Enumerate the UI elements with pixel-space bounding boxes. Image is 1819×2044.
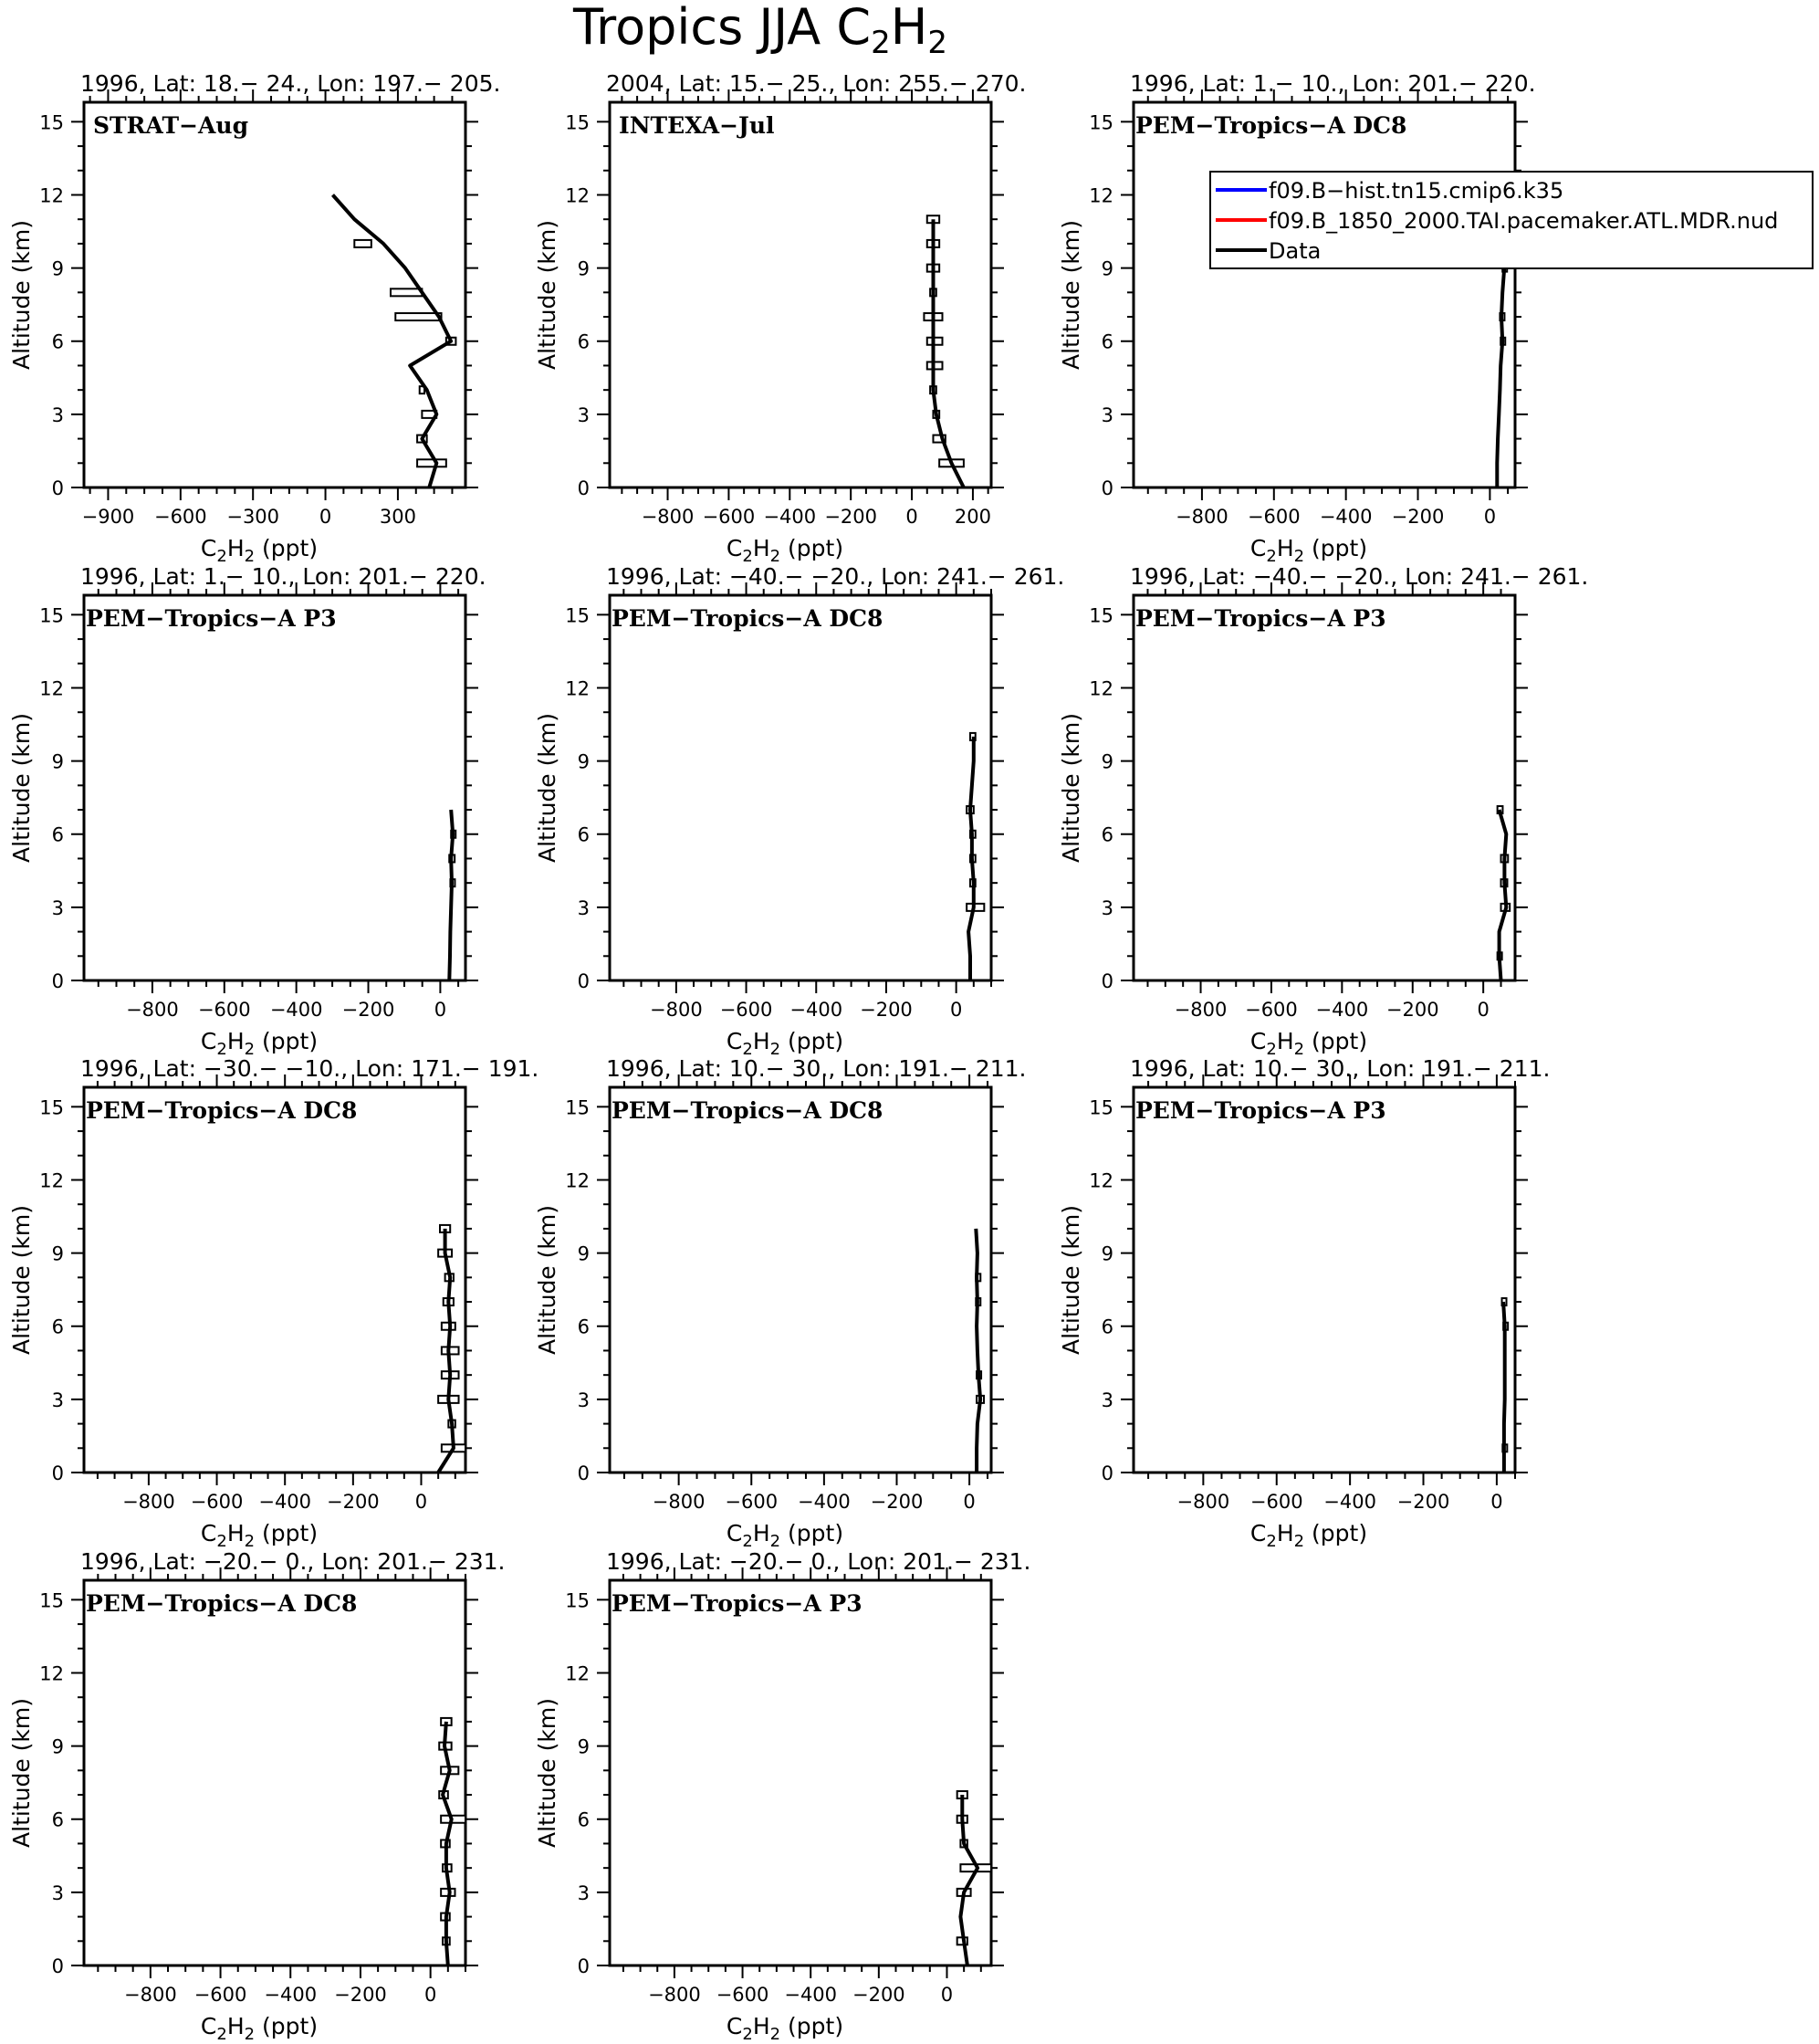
y-tick-label: 0 (1101, 477, 1113, 499)
data-line (976, 1229, 980, 1473)
x-tick-label: −600 (716, 1984, 769, 2006)
y-tick-label: 12 (565, 1169, 590, 1192)
y-tick-label: 6 (51, 1315, 64, 1338)
x-axis-label-part: (ppt) (780, 2013, 844, 2039)
panel-10 (8, 1548, 506, 2044)
y-tick-label: 9 (51, 750, 64, 773)
y-tick-label: 12 (565, 184, 590, 207)
y-tick-label: 0 (577, 1955, 590, 1977)
y-tick-label: 0 (51, 1955, 64, 1977)
y-axis-label: Altitude (km) (534, 1698, 560, 1848)
y-tick-label: 3 (1101, 1389, 1113, 1411)
y-tick-label: 3 (577, 1389, 590, 1411)
panel-3 (1058, 70, 1536, 566)
x-axis-label-part: 2 (1266, 547, 1277, 566)
x-axis-label-part: (ppt) (780, 535, 844, 561)
panel-1 (8, 70, 500, 566)
x-tick-label: −200 (852, 1984, 905, 2006)
y-tick-label: 0 (51, 970, 64, 992)
legend (1210, 172, 1813, 268)
x-axis-label-part: C (1249, 1028, 1267, 1054)
x-tick-label: −400 (784, 1984, 838, 2006)
x-tick-label: −200 (1396, 1491, 1450, 1513)
y-tick-label: 9 (51, 1735, 64, 1758)
plot-frame (84, 595, 465, 980)
panel-header: 1996, Lat: −30.− −10., Lon: 171.− 191. (80, 1055, 539, 1082)
error-box (391, 288, 422, 296)
svg-text:Tropics JJA C2H2 (572, 0, 947, 61)
x-tick-label: −200 (341, 999, 395, 1021)
panel-5 (534, 563, 1064, 1059)
x-axis-label-part: H (1276, 1028, 1294, 1054)
error-box (395, 313, 441, 320)
y-tick-label: 9 (1101, 257, 1113, 280)
panel-8 (534, 1055, 1026, 1551)
y-tick-label: 0 (51, 477, 64, 499)
x-axis-label-part: C (726, 535, 743, 561)
x-tick-label: 0 (963, 1491, 976, 1513)
x-tick-label: −600 (197, 999, 251, 1021)
x-tick-label: −300 (226, 506, 280, 528)
x-tick-label: 300 (379, 506, 416, 528)
y-tick-label: 3 (577, 404, 590, 426)
x-tick-label: 0 (1483, 506, 1497, 528)
campaign-label: PEM−Tropics−A P3 (612, 1590, 862, 1617)
y-axis-label: Altitude (km) (1058, 713, 1084, 863)
y-tick-label: 6 (1101, 330, 1113, 353)
y-tick-label: 15 (39, 1096, 64, 1119)
x-axis-label-part: 2 (1293, 547, 1305, 566)
y-tick-label: 9 (51, 257, 64, 280)
y-tick-label: 12 (39, 1662, 64, 1685)
x-tick-label: −600 (719, 999, 773, 1021)
figure-title-mid: H (890, 0, 928, 56)
x-axis-label-part: C (1249, 535, 1267, 561)
campaign-label: PEM−Tropics−A P3 (1135, 1097, 1386, 1124)
x-tick-label: −600 (702, 506, 756, 528)
panel-header: 1996, Lat: −20.− 0., Lon: 201.− 231. (80, 1548, 506, 1575)
x-tick-label: −200 (334, 1984, 387, 2006)
x-axis-label-part: 2 (216, 1040, 227, 1059)
plot-frame (610, 1087, 991, 1473)
x-tick-label: −800 (1176, 506, 1228, 528)
x-tick-label: −800 (641, 506, 695, 528)
panel-header: 1996, Lat: −20.− 0., Lon: 201.− 231. (606, 1548, 1031, 1575)
x-tick-label: −800 (648, 1984, 701, 2006)
y-tick-label: 3 (51, 896, 64, 919)
x-axis-label-part: H (752, 535, 770, 561)
x-axis-label-part: 2 (742, 2025, 753, 2044)
x-axis-label-part: (ppt) (1304, 535, 1368, 561)
y-tick-label: 9 (1101, 750, 1113, 773)
x-axis-label (727, 2013, 843, 2044)
y-tick-label: 9 (1101, 1242, 1113, 1265)
x-axis-label-part: 2 (769, 1532, 781, 1551)
x-tick-label: −400 (1319, 506, 1373, 528)
y-tick-label: 15 (1089, 1096, 1113, 1119)
y-tick-label: 6 (1101, 823, 1113, 846)
x-tick-label: 0 (940, 1984, 954, 2006)
x-tick-label: 200 (954, 506, 991, 528)
campaign-label: PEM−Tropics−A DC8 (86, 1590, 358, 1617)
x-axis-label (201, 535, 318, 566)
panel-6 (1058, 563, 1588, 1059)
y-axis-label: Altitude (km) (8, 1205, 35, 1355)
x-tick-label: −400 (1323, 1491, 1376, 1513)
campaign-label: STRAT−Aug (93, 112, 249, 139)
x-tick-label: −400 (789, 999, 843, 1021)
y-tick-label: 15 (565, 1096, 590, 1119)
y-tick-label: 15 (565, 111, 590, 134)
campaign-label: PEM−Tropics−A P3 (86, 605, 337, 632)
error-box (417, 459, 446, 466)
x-axis-label (201, 2013, 318, 2044)
campaign-label: PEM−Tropics−A DC8 (1135, 112, 1407, 139)
x-axis-label-part: (ppt) (780, 1520, 844, 1546)
y-tick-label: 6 (577, 330, 590, 353)
x-tick-label: −800 (1176, 1491, 1230, 1513)
x-tick-label: −200 (326, 1491, 380, 1513)
y-tick-label: 0 (577, 477, 590, 499)
x-tick-label: −200 (860, 999, 913, 1021)
panel-2 (534, 70, 1026, 566)
x-axis-label (201, 1520, 318, 1551)
panel-11 (534, 1548, 1031, 2044)
x-axis-label-part: 2 (742, 1532, 753, 1551)
x-tick-label: −400 (798, 1491, 851, 1513)
y-tick-label: 3 (577, 896, 590, 919)
campaign-label: PEM−Tropics−A P3 (1135, 605, 1386, 632)
x-axis-label (201, 1028, 318, 1059)
y-axis-label: Altitude (km) (534, 220, 560, 370)
x-tick-label: −200 (1385, 999, 1439, 1021)
x-axis-label (1250, 1028, 1367, 1059)
y-tick-label: 15 (39, 604, 64, 627)
campaign-label: PEM−Tropics−A DC8 (86, 1097, 358, 1124)
y-tick-label: 6 (1101, 1315, 1113, 1338)
x-axis-label-part: H (752, 2013, 770, 2039)
data-line (960, 1795, 977, 1965)
x-tick-label: −600 (1247, 506, 1301, 528)
legend-label: f09.B−hist.tn15.cmip6.k35 (1269, 178, 1564, 204)
x-axis-label-part: (ppt) (255, 1028, 319, 1054)
y-tick-label: 3 (577, 1882, 590, 1904)
y-tick-label: 15 (1089, 604, 1113, 627)
x-tick-label: −400 (258, 1491, 312, 1513)
x-axis-label-part: (ppt) (1304, 1520, 1368, 1546)
x-tick-label: −800 (652, 1491, 706, 1513)
x-axis-label-part: H (752, 1028, 770, 1054)
x-tick-label: −800 (126, 999, 179, 1021)
plot-frame (1134, 102, 1515, 487)
y-axis-label: Altitude (km) (1058, 220, 1084, 370)
x-tick-label: −900 (81, 506, 135, 528)
y-tick-label: 9 (577, 750, 590, 773)
x-tick-label: 0 (414, 1491, 428, 1513)
x-axis-label-part: H (752, 1520, 770, 1546)
x-tick-label: −200 (1391, 506, 1445, 528)
legend-label: Data (1269, 238, 1322, 264)
x-axis-label-part: C (200, 1028, 217, 1054)
x-tick-label: −400 (269, 999, 323, 1021)
x-tick-label: 0 (1490, 1491, 1503, 1513)
x-axis-label (727, 1028, 843, 1059)
x-tick-label: −800 (122, 1491, 175, 1513)
x-axis-label-part: C (726, 2013, 743, 2039)
panel-header: 1996, Lat: −40.− −20., Lon: 241.− 261. (1130, 563, 1589, 590)
y-tick-label: 0 (51, 1462, 64, 1484)
figure-title-main: Tropics JJA C (573, 0, 872, 56)
panel-header: 2004, Lat: 15.− 25., Lon: 255.− 270. (606, 70, 1027, 97)
x-tick-label: −400 (1315, 999, 1369, 1021)
y-tick-label: 0 (1101, 1462, 1113, 1484)
y-tick-label: 15 (565, 604, 590, 627)
x-axis-label-part: H (226, 2013, 245, 2039)
panel-header: 1996, Lat: 18.− 24., Lon: 197.− 205. (80, 70, 501, 97)
campaign-label: PEM−Tropics−A DC8 (612, 605, 883, 632)
panel-header: 1996, Lat: 10.− 30., Lon: 191.− 211. (606, 1055, 1027, 1082)
x-tick-label: −600 (193, 1984, 247, 2006)
x-axis-label-part: H (1276, 1520, 1294, 1546)
x-axis-label-part: 2 (244, 1040, 256, 1059)
panel-header: 1996, Lat: 1.− 10., Lon: 201.− 220. (80, 563, 486, 590)
x-axis-label-part: 2 (769, 2025, 781, 2044)
data-line (449, 810, 453, 980)
y-tick-label: 15 (565, 1589, 590, 1612)
y-tick-label: 6 (51, 1808, 64, 1831)
y-tick-label: 9 (577, 257, 590, 280)
x-axis-label-part: 2 (244, 547, 256, 566)
x-axis-label-part: H (226, 1028, 245, 1054)
panel-7 (8, 1055, 538, 1551)
x-axis-label (727, 535, 843, 566)
x-axis-label-part: (ppt) (255, 1520, 319, 1546)
y-tick-label: 12 (39, 184, 64, 207)
x-axis-label-part: C (726, 1520, 743, 1546)
x-axis-label-part: (ppt) (1304, 1028, 1368, 1054)
x-axis-label-part: 2 (216, 547, 227, 566)
x-axis-label-part: (ppt) (255, 2013, 319, 2039)
y-tick-label: 12 (1089, 1169, 1113, 1192)
figure-title-sub1: 2 (871, 25, 891, 61)
campaign-label: PEM−Tropics−A DC8 (612, 1097, 883, 1124)
plot-frame (1134, 595, 1515, 980)
y-tick-label: 15 (39, 111, 64, 134)
y-tick-label: 6 (577, 823, 590, 846)
x-axis-label-part: 2 (244, 1532, 256, 1551)
y-axis-label: Altitude (km) (8, 1698, 35, 1848)
x-axis-label-part: 2 (1266, 1532, 1277, 1551)
data-line (333, 195, 452, 488)
y-tick-label: 6 (577, 1315, 590, 1338)
x-axis-label-part: 2 (742, 547, 753, 566)
y-tick-label: 0 (1101, 970, 1113, 992)
x-tick-label: 0 (905, 506, 918, 528)
x-tick-label: −600 (153, 506, 207, 528)
x-axis-label-part: 2 (244, 2025, 256, 2044)
x-axis-label-part: C (200, 1520, 217, 1546)
x-tick-label: 0 (319, 506, 332, 528)
x-axis-label-part: C (200, 535, 217, 561)
x-axis-label-part: 2 (216, 2025, 227, 2044)
y-tick-label: 15 (1089, 111, 1113, 134)
error-box (354, 240, 371, 247)
panel-4 (8, 563, 486, 1059)
figure-title (572, 0, 947, 61)
y-tick-label: 0 (577, 1462, 590, 1484)
plot-frame (610, 595, 991, 980)
y-axis-label: Altitude (km) (1058, 1205, 1084, 1355)
y-tick-label: 6 (577, 1808, 590, 1831)
x-tick-label: −800 (1174, 999, 1228, 1021)
x-tick-label: −600 (1245, 999, 1298, 1021)
x-tick-label: −200 (870, 1491, 924, 1513)
x-tick-label: 0 (1477, 999, 1490, 1021)
x-axis-label-part: (ppt) (780, 1028, 844, 1054)
figure-title-sub2: 2 (927, 25, 947, 61)
y-axis-label: Altitude (km) (534, 1205, 560, 1355)
y-tick-label: 6 (51, 823, 64, 846)
y-tick-label: 3 (1101, 404, 1113, 426)
y-tick-label: 3 (51, 404, 64, 426)
x-axis-label-part: 2 (742, 1040, 753, 1059)
x-axis-label-part: 2 (769, 1040, 781, 1059)
campaign-label: INTEXA−Jul (619, 112, 775, 139)
x-tick-label: −600 (1249, 1491, 1303, 1513)
data-line (934, 219, 964, 487)
x-tick-label: −400 (264, 1984, 318, 2006)
x-tick-label: 0 (949, 999, 963, 1021)
x-axis-label-part: H (226, 535, 245, 561)
plot-frame (1134, 1087, 1515, 1473)
x-axis-label-part: C (1249, 1520, 1267, 1546)
y-axis-label: Altitude (km) (8, 220, 35, 370)
y-tick-label: 12 (565, 1662, 590, 1685)
x-tick-label: −400 (763, 506, 817, 528)
y-tick-label: 9 (577, 1735, 590, 1758)
plot-frame (84, 1580, 465, 1965)
x-tick-label: −800 (650, 999, 703, 1021)
x-axis-label (727, 1520, 843, 1551)
panel-9 (1058, 1055, 1550, 1551)
y-axis-label: Altitude (km) (534, 713, 560, 863)
panels (8, 70, 1588, 2044)
x-axis-label-part: C (726, 1028, 743, 1054)
x-axis-label-part: 2 (769, 547, 781, 566)
panel-header: 1996, Lat: 10.− 30., Lon: 191.− 211. (1130, 1055, 1551, 1082)
y-tick-label: 12 (565, 677, 590, 700)
x-tick-label: 0 (434, 999, 447, 1021)
x-axis-label-part: H (226, 1520, 245, 1546)
y-tick-label: 3 (1101, 896, 1113, 919)
y-tick-label: 15 (39, 1589, 64, 1612)
legend-label: f09.B_1850_2000.TAI.pacemaker.ATL.MDR.nud (1269, 208, 1779, 234)
y-tick-label: 3 (51, 1389, 64, 1411)
x-tick-label: 0 (423, 1984, 437, 2006)
panel-header: 1996, Lat: 1.− 10., Lon: 201.− 220. (1130, 70, 1536, 97)
y-tick-label: 12 (1089, 677, 1113, 700)
y-tick-label: 12 (1089, 184, 1113, 207)
x-tick-label: −600 (725, 1491, 779, 1513)
x-axis-label (1250, 1520, 1367, 1551)
y-tick-label: 0 (577, 970, 590, 992)
data-line (1497, 244, 1504, 487)
x-axis-label-part: (ppt) (255, 535, 319, 561)
data-line (1503, 1302, 1505, 1473)
y-tick-label: 9 (577, 1242, 590, 1265)
y-tick-label: 9 (51, 1242, 64, 1265)
x-tick-label: −800 (124, 1984, 177, 2006)
panel-header: 1996, Lat: −40.− −20., Lon: 241.− 261. (606, 563, 1065, 590)
x-axis-label-part: H (1276, 535, 1294, 561)
x-axis-label-part: 2 (1293, 1040, 1305, 1059)
y-tick-label: 6 (51, 330, 64, 353)
y-axis-label: Altitude (km) (8, 713, 35, 863)
plot-frame (610, 1580, 991, 1965)
y-tick-label: 12 (39, 677, 64, 700)
plot-frame (84, 1087, 465, 1473)
x-axis-label-part: 2 (1266, 1040, 1277, 1059)
x-tick-label: −600 (190, 1491, 244, 1513)
data-line (968, 737, 974, 980)
x-axis-label-part: C (200, 2013, 217, 2039)
x-tick-label: −200 (824, 506, 878, 528)
x-axis-label-part: 2 (1293, 1532, 1305, 1551)
y-tick-label: 12 (39, 1169, 64, 1192)
x-axis-label-part: 2 (216, 1532, 227, 1551)
y-tick-label: 3 (51, 1882, 64, 1904)
x-axis-label (1250, 535, 1367, 566)
